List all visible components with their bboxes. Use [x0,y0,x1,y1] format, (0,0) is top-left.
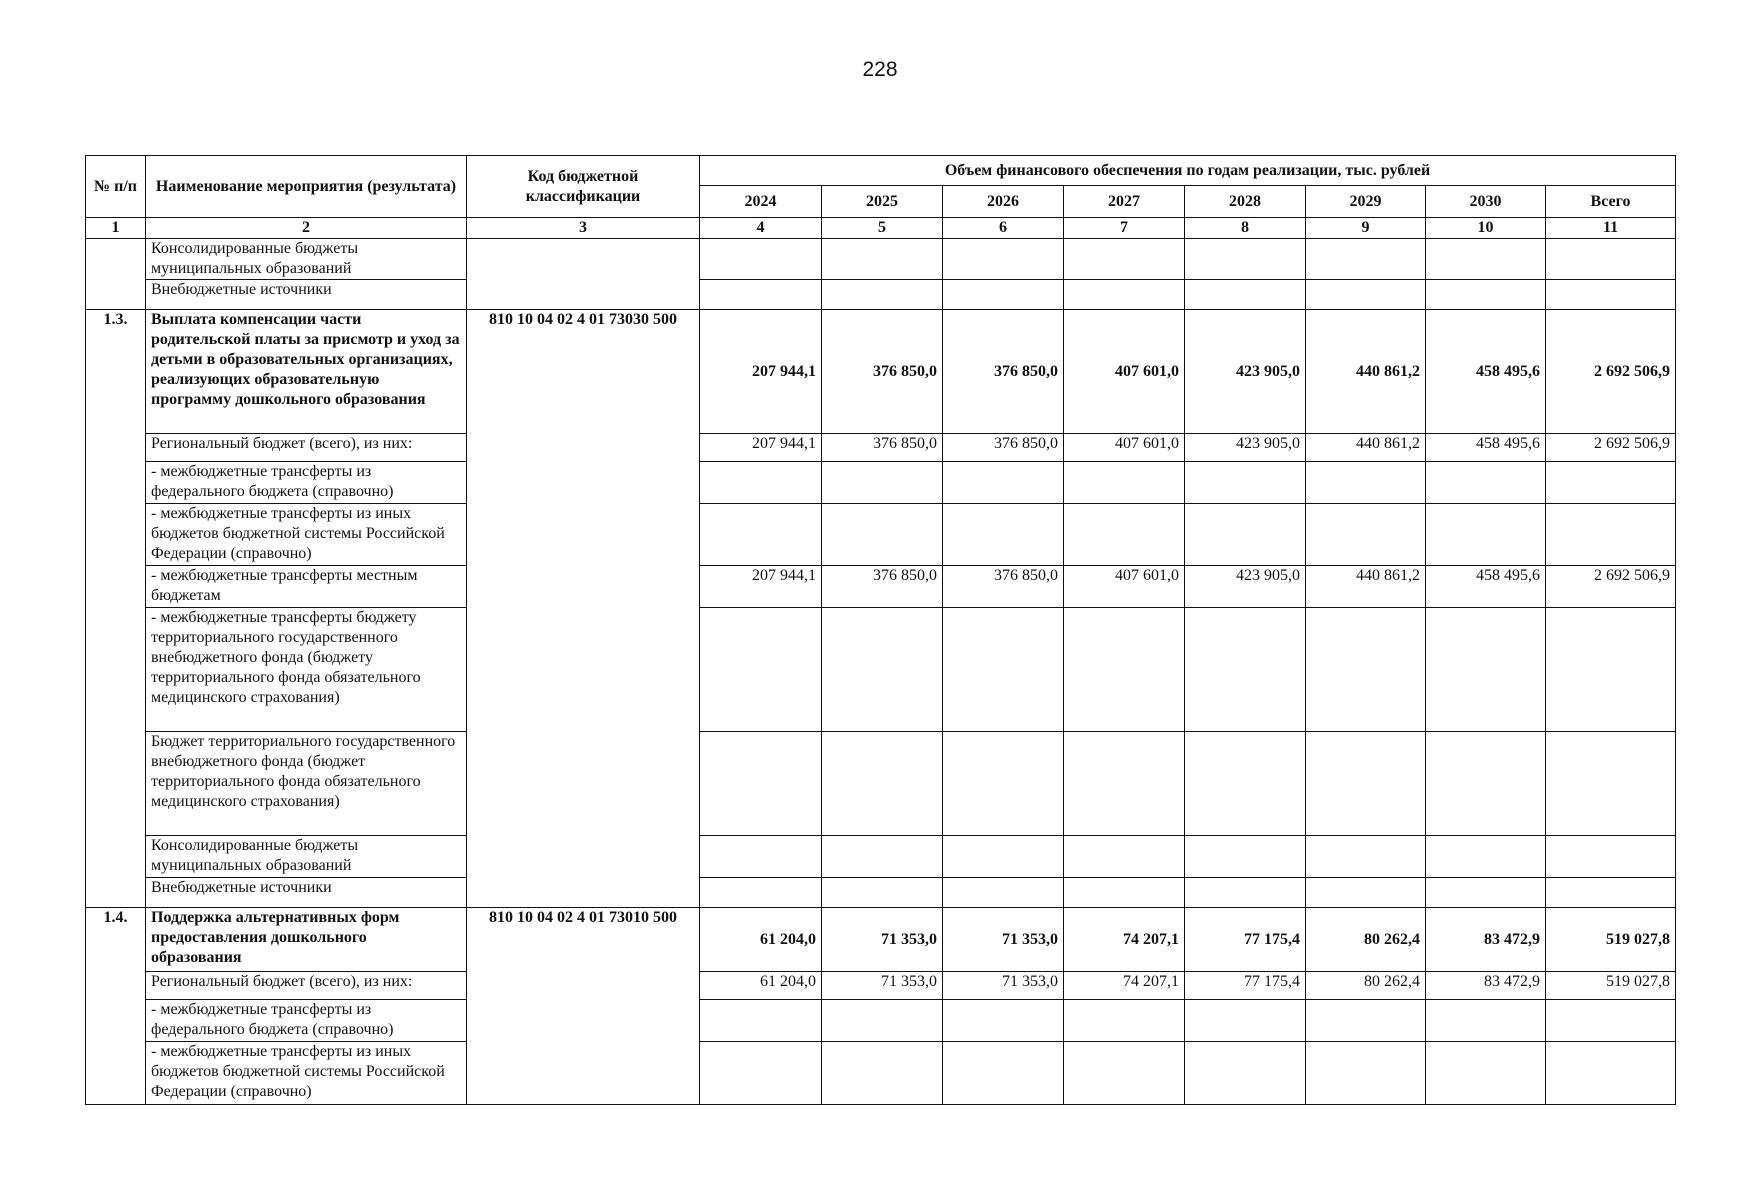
cell-value [1185,462,1306,504]
cell-value: 74 207,1 [1064,972,1185,1000]
cell-value [1426,836,1546,878]
table-row [86,908,1676,972]
table-row [86,972,1676,1000]
row-name: Консолидированные бюджеты муниципальных образований [146,836,467,878]
column-number: 5 [822,218,943,239]
cell-value [700,1042,822,1105]
cell-value [1306,878,1426,908]
cell-value [1064,504,1185,566]
cell-value [822,878,943,908]
header-year: 2029 [1306,186,1426,218]
cell-value [1185,504,1306,566]
cell-value: 61 204,0 [700,972,822,1000]
cell-value [700,732,822,836]
table-header [86,156,1676,239]
row-name: Региональный бюджет (всего), из них: [146,972,467,1000]
cell-total: 2 692 506,9 [1546,310,1676,434]
column-number: 6 [943,218,1064,239]
cell-value [1426,608,1546,732]
cell-value: 207 944,1 [700,566,822,608]
cell-value: 458 495,6 [1426,310,1546,434]
cell-value [700,608,822,732]
cell-value: 80 262,4 [1306,972,1426,1000]
cell-value: 458 495,6 [1426,566,1546,608]
budget-table [85,155,1676,1105]
cell-value [1064,1042,1185,1105]
column-number: 9 [1306,218,1426,239]
budget-code [467,239,700,310]
cell-value [1064,608,1185,732]
cell-value [822,1000,943,1042]
column-number: 1 [86,218,146,239]
cell-value [943,836,1064,878]
row-name: - межбюджетные трансферты из федерального бюджета (справочно) [146,462,467,504]
cell-value [822,732,943,836]
column-number: 3 [467,218,700,239]
row-name: Бюджет территориального государственного внебюджетного фонда (бюджет территориального фонда обязательного медицинского страхования) [146,732,467,836]
table-row [86,462,1676,504]
cell-value [1185,1042,1306,1105]
cell-value [1426,1042,1546,1105]
cell-value: 80 262,4 [1306,908,1426,972]
cell-value [1064,732,1185,836]
header-name: Наименование мероприятия (результата) [146,156,467,218]
cell-value [1185,836,1306,878]
cell-value [822,608,943,732]
cell-total [1546,608,1676,732]
cell-value [1185,1000,1306,1042]
table-row [86,310,1676,434]
cell-value [943,504,1064,566]
cell-value [1426,239,1546,280]
cell-total [1546,878,1676,908]
cell-total [1546,504,1676,566]
header-year: 2030 [1426,186,1546,218]
table-row [86,1042,1676,1105]
cell-value [1064,462,1185,504]
cell-value [700,836,822,878]
header-year: 2027 [1064,186,1185,218]
cell-value: 83 472,9 [1426,908,1546,972]
cell-total [1546,462,1676,504]
cell-value [1426,878,1546,908]
cell-value [943,878,1064,908]
cell-total [1546,239,1676,280]
cell-total: 519 027,8 [1546,908,1676,972]
cell-value [1185,608,1306,732]
cell-value: 74 207,1 [1064,908,1185,972]
cell-value [1306,608,1426,732]
cell-value [1185,732,1306,836]
cell-value: 376 850,0 [822,310,943,434]
table-row [86,566,1676,608]
cell-value [1306,462,1426,504]
cell-value [1064,280,1185,310]
header-code: Код бюджетной классификации [467,156,700,218]
cell-value [822,280,943,310]
cell-value [943,280,1064,310]
column-number: 2 [146,218,467,239]
cell-value [822,462,943,504]
cell-value [943,239,1064,280]
cell-value [1306,732,1426,836]
row-name: - межбюджетные трансферты из федерального бюджета (справочно) [146,1000,467,1042]
cell-value: 207 944,1 [700,434,822,462]
cell-value [1064,878,1185,908]
cell-value [1064,239,1185,280]
cell-total: 2 692 506,9 [1546,434,1676,462]
cell-value [822,1042,943,1105]
cell-value: 407 601,0 [1064,310,1185,434]
cell-value: 207 944,1 [700,310,822,434]
cell-value: 71 353,0 [822,908,943,972]
header-num: № п/п [86,156,146,218]
cell-value [1426,462,1546,504]
cell-value [700,504,822,566]
budget-code: 810 10 04 02 4 01 73030 500 [467,310,700,908]
table-row [86,239,1676,280]
table-row [86,608,1676,732]
cell-total: 519 027,8 [1546,972,1676,1000]
row-name: Внебюджетные источники [146,878,467,908]
row-name: - межбюджетные трансферты бюджету территориального государственного внебюджетного фонда (бюджету территориального фонда обязательного медицинского страхования) [146,608,467,732]
cell-value [1306,836,1426,878]
cell-value: 71 353,0 [943,908,1064,972]
row-number: 1.4. [86,908,146,1105]
cell-value [1426,732,1546,836]
cell-value [1306,504,1426,566]
cell-value: 61 204,0 [700,908,822,972]
row-name: - межбюджетные трансферты из иных бюджетов бюджетной системы Российской Федерации (справочно) [146,504,467,566]
cell-value: 376 850,0 [943,566,1064,608]
cell-value [943,732,1064,836]
page-number: 228 [862,58,898,81]
cell-value: 376 850,0 [822,434,943,462]
cell-value: 71 353,0 [822,972,943,1000]
table-body [86,239,1676,1105]
column-number: 10 [1426,218,1546,239]
table-row [86,434,1676,462]
table-row [86,280,1676,310]
cell-value [1306,1000,1426,1042]
header-total: Всего [1546,186,1676,218]
row-name: Внебюджетные источники [146,280,467,310]
cell-value [1064,836,1185,878]
cell-total [1546,836,1676,878]
cell-value [1306,239,1426,280]
cell-total [1546,1000,1676,1042]
row-name: Региональный бюджет (всего), из них: [146,434,467,462]
cell-total: 2 692 506,9 [1546,566,1676,608]
row-name: - межбюджетные трансферты местным бюджетам [146,566,467,608]
cell-value: 440 861,2 [1306,434,1426,462]
cell-value [1306,1042,1426,1105]
cell-value [822,836,943,878]
cell-value: 71 353,0 [943,972,1064,1000]
column-number: 4 [700,218,822,239]
cell-total [1546,280,1676,310]
cell-value [1185,239,1306,280]
cell-value: 440 861,2 [1306,310,1426,434]
cell-value: 407 601,0 [1064,566,1185,608]
cell-value [943,608,1064,732]
cell-value: 458 495,6 [1426,434,1546,462]
budget-code: 810 10 04 02 4 01 73010 500 [467,908,700,1105]
cell-value [1064,1000,1185,1042]
cell-value: 77 175,4 [1185,908,1306,972]
cell-value: 83 472,9 [1426,972,1546,1000]
cell-value [943,1000,1064,1042]
cell-value [1306,280,1426,310]
header-year: 2028 [1185,186,1306,218]
cell-value [822,504,943,566]
cell-value: 423 905,0 [1185,310,1306,434]
cell-value: 77 175,4 [1185,972,1306,1000]
header-year: 2026 [943,186,1064,218]
column-number: 7 [1064,218,1185,239]
table-row [86,732,1676,836]
cell-value: 440 861,2 [1306,566,1426,608]
cell-value: 376 850,0 [943,310,1064,434]
row-name: Консолидированные бюджеты муниципальных образований [146,239,467,280]
header-funding: Объем финансового обеспечения по годам реализации, тыс. рублей [700,156,1676,186]
row-number: 1.3. [86,310,146,908]
cell-value: 407 601,0 [1064,434,1185,462]
cell-value [700,239,822,280]
table-row [86,504,1676,566]
row-number [86,239,146,310]
table-row [86,878,1676,908]
table-row [86,1000,1676,1042]
cell-value [822,239,943,280]
cell-value [1185,878,1306,908]
cell-value: 376 850,0 [822,566,943,608]
cell-value [700,462,822,504]
row-name: Выплата компенсации части родительской платы за присмотр и уход за детьми в образовательных организациях, реализующих образовательную программу дошкольного образования [146,310,467,434]
cell-total [1546,1042,1676,1105]
row-name: - межбюджетные трансферты из иных бюджетов бюджетной системы Российской Федерации (справочно) [146,1042,467,1105]
cell-value: 423 905,0 [1185,566,1306,608]
cell-value [700,1000,822,1042]
header-year: 2025 [822,186,943,218]
cell-value [1426,504,1546,566]
column-number: 11 [1546,218,1676,239]
table-row [86,836,1676,878]
cell-value [943,1042,1064,1105]
cell-value [1185,280,1306,310]
cell-value [1426,1000,1546,1042]
cell-value [700,280,822,310]
cell-value: 423 905,0 [1185,434,1306,462]
cell-value: 376 850,0 [943,434,1064,462]
cell-value [943,462,1064,504]
cell-value [1426,280,1546,310]
row-name: Поддержка альтернативных форм предоставления дошкольного образования [146,908,467,972]
column-number: 8 [1185,218,1306,239]
cell-value [700,878,822,908]
cell-total [1546,732,1676,836]
header-year: 2024 [700,186,822,218]
